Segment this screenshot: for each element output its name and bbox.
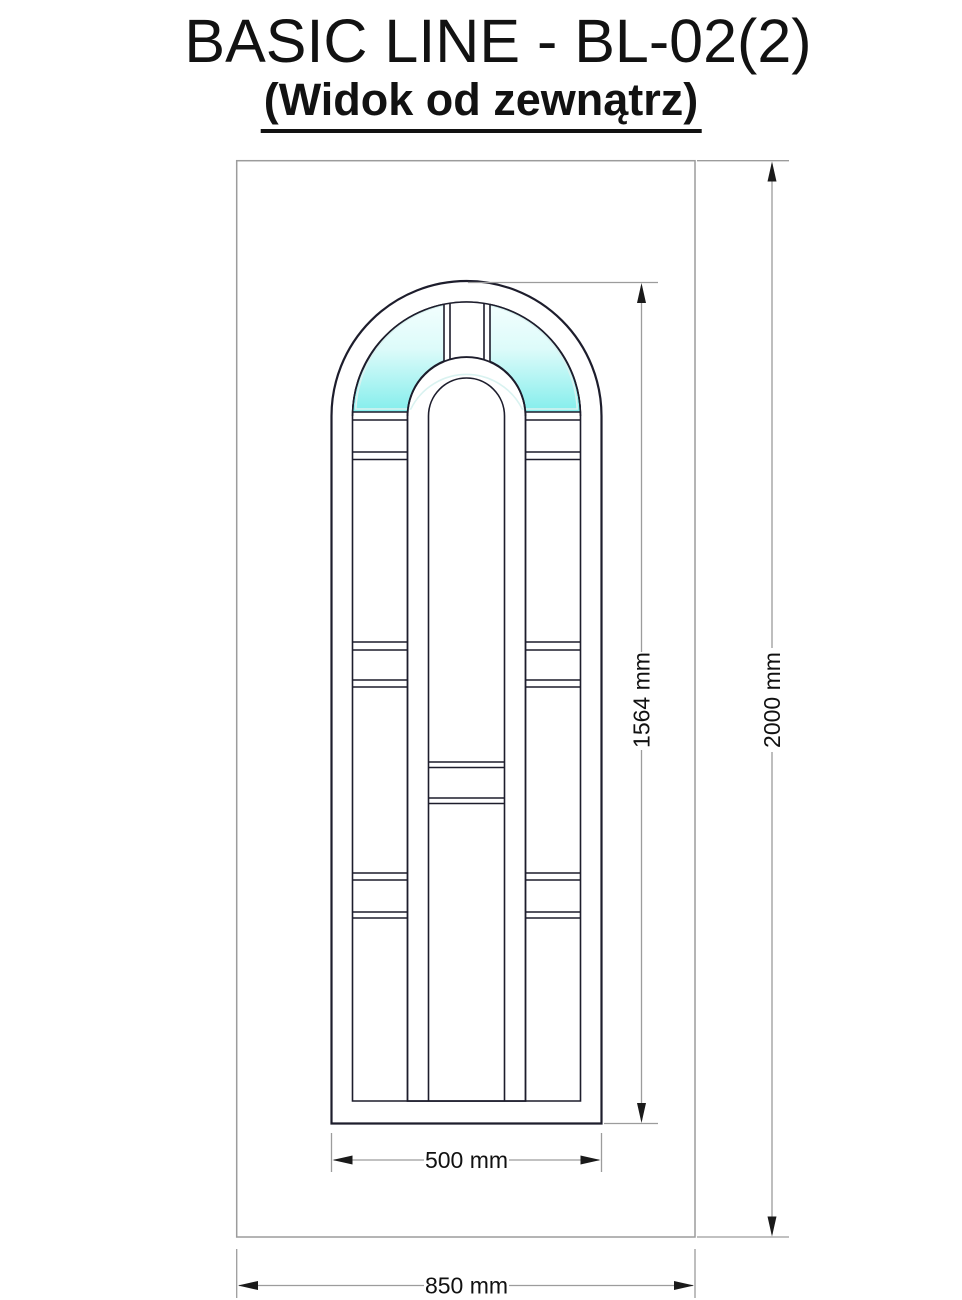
page-subtitle: (Widok od zewnątrz) <box>261 74 702 133</box>
dim-door-width <box>237 1249 695 1299</box>
center-arch-outer <box>408 357 526 1101</box>
door-design <box>332 281 602 1124</box>
dim-design-width-label: 500 mm <box>424 1147 509 1173</box>
dim-design-height-label: 1564 mm <box>628 652 655 748</box>
dim-door-height <box>697 161 789 1237</box>
arrow-left-icon <box>238 1281 258 1290</box>
arrow-up-icon <box>768 162 777 182</box>
arrow-right-icon <box>674 1281 694 1290</box>
dim-door-width-label: 850 mm <box>424 1272 509 1299</box>
arrow-down-icon <box>768 1217 777 1237</box>
dim-door-height-label: 2000 mm <box>759 652 785 748</box>
page-title: BASIC LINE - BL-02(2) <box>184 7 812 75</box>
